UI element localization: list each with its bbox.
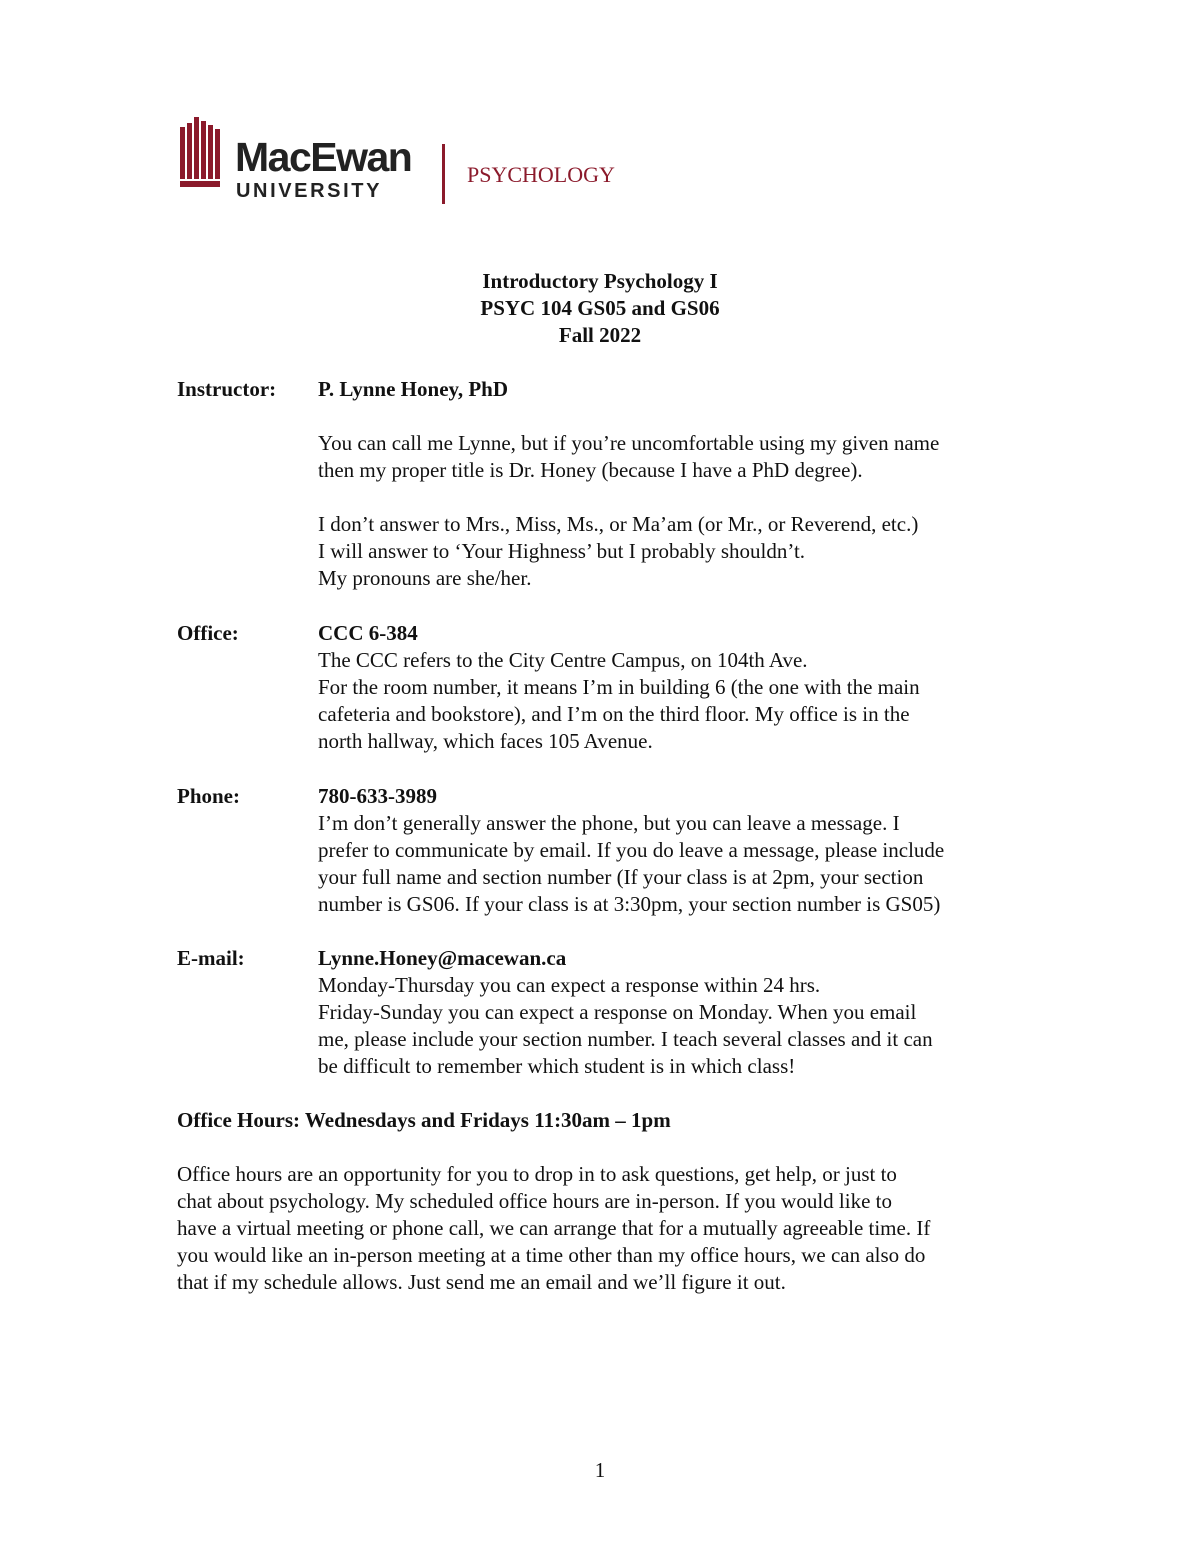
office-text-line: The CCC refers to the City Centre Campus, on 104th Ave. [318, 648, 808, 672]
office-hours-body [177, 1161, 1037, 1296]
course-name: Introductory Psychology I [482, 269, 718, 293]
email-label: E-mail: [177, 946, 245, 970]
office-content [318, 620, 1038, 755]
phone-text-line: your full name and section number (If your class is at 2pm, your section [318, 865, 924, 889]
office-text-line: north hallway, which faces 105 Avenue. [318, 729, 653, 753]
office-hours-text-line: that if my schedule allows. Just send me an email and we’ll figure it out. [177, 1270, 786, 1294]
office-hours-heading: Office Hours: Wednesdays and Fridays 11:30am – 1pm [177, 1108, 671, 1132]
logo-university-name: MacEwan [235, 134, 412, 180]
instructor-text-line: I don’t answer to Mrs., Miss, Ms., or Ma’am (or Mr., or Reverend, etc.) [318, 512, 919, 536]
office-hours-text-line: have a virtual meeting or phone call, we can arrange that for a mutually agreeable time. If [177, 1216, 931, 1240]
course-code: PSYC 104 GS05 and GS06 [480, 296, 720, 320]
instructor-text-line: then my proper title is Dr. Honey (because I have a PhD degree). [318, 458, 863, 482]
email-content [318, 945, 1038, 1080]
office-hours-text-line: Office hours are an opportunity for you to drop in to ask questions, get help, or just to [177, 1162, 897, 1186]
instructor-text-line: I will answer to ‘Your Highness’ but I probably shouldn’t. [318, 539, 806, 563]
instructor-label: Instructor: [177, 377, 277, 401]
phone-number: 780-633-3989 [318, 784, 437, 808]
logo-university-subtitle: UNIVERSITY [236, 180, 383, 202]
email-text-line: be difficult to remember which student is in which class! [318, 1054, 796, 1078]
phone-text-line: I’m don’t generally answer the phone, but you can leave a message. I [318, 811, 900, 835]
office-hours-text-line: you would like an in-person meeting at a time other than my office hours, we can also do [177, 1243, 926, 1267]
email-text-line: Friday-Sunday you can expect a response on Monday. When you email [318, 1000, 917, 1024]
macewan-logo [180, 117, 640, 207]
office-text-line: cafeteria and bookstore), and I’m on the third floor. My office is in the [318, 702, 910, 726]
logo-divider [442, 144, 445, 204]
phone-text-line: prefer to communicate by email. If you do leave a message, please include [318, 838, 945, 862]
page-number: 1 [594, 1458, 606, 1482]
course-term: Fall 2022 [558, 323, 642, 347]
instructor-text-line: My pronouns are she/her. [318, 566, 532, 590]
logo-department: PSYCHOLOGY [467, 162, 615, 187]
email-text-line: Monday-Thursday you can expect a response within 24 hrs. [318, 973, 821, 997]
phone-text-line: number is GS06. If your class is at 3:30pm, your section number is GS05) [318, 892, 941, 916]
phone-content [318, 783, 1038, 918]
office-hours-text-line: chat about psychology. My scheduled office hours are in-person. If you would like to [177, 1189, 892, 1213]
course-title-block [0, 268, 1200, 349]
email-text-line: me, please include your section number. I teach several classes and it can [318, 1027, 933, 1051]
instructor-text-line: You can call me Lynne, but if you’re uncomfortable using my given name [318, 431, 940, 455]
instructor-name: P. Lynne Honey, PhD [318, 377, 509, 401]
instructor-content [318, 376, 1038, 592]
phone-label: Phone: [177, 784, 240, 808]
email-address[interactable]: Lynne.Honey@macewan.ca [318, 946, 567, 970]
office-room: CCC 6-384 [318, 621, 418, 645]
office-label: Office: [177, 621, 239, 645]
macewan-logo-mark-icon [180, 117, 224, 189]
office-text-line: For the room number, it means I’m in building 6 (the one with the main [318, 675, 920, 699]
